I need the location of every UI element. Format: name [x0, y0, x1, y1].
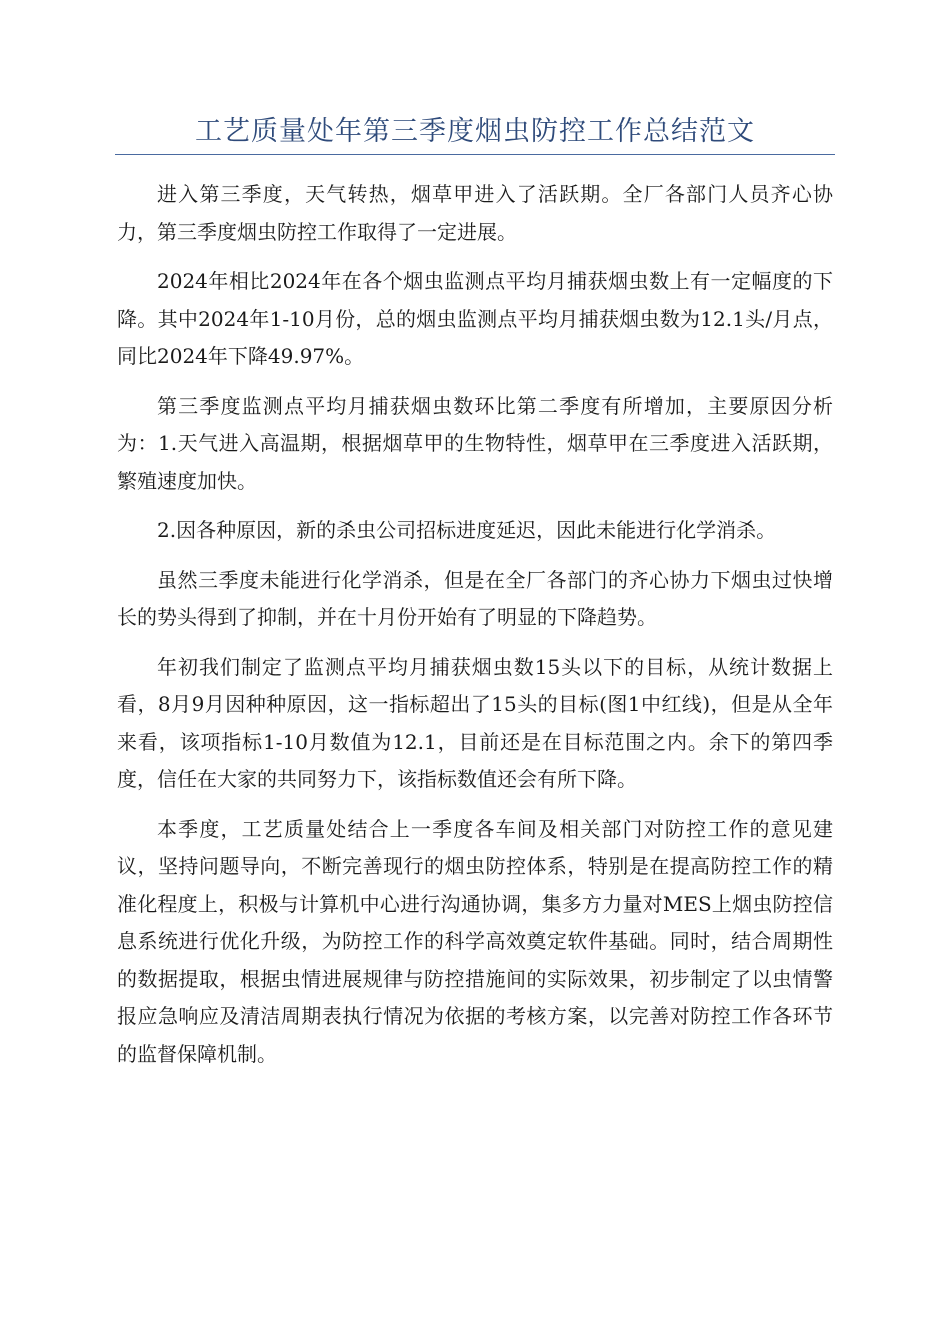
- paragraph-6: 年初我们制定了监测点平均月捕获烟虫数15头以下的目标，从统计数据上看，8月9月因种种原因，这一指标超出了15头的目标(图1中红线)，但是从全年来看，该项指标1-10月数值为12.1，目前还是在目标范围之内。余下的第四季度，信任在大家的共同努力下，该指标数值还会有所下降。: [117, 654, 833, 791]
- paragraph-2: 2024年相比2024年在各个烟虫监测点平均月捕获烟虫数上有一定幅度的下降。其中2024年1-10月份，总的烟虫监测点平均月捕获烟虫数为12.1头/月点，同比2024年下降49.97%。: [117, 269, 833, 368]
- paragraph-7: 本季度，工艺质量处结合上一季度各车间及相关部门对防控工作的意见建议，坚持问题导向，不断完善现行的烟虫防控体系，特别是在提高防控工作的精准化程度上，积极与计算机中心进行沟通协调，集多方力量对MES上烟虫防控信息系统进行优化升级，为防控工作的科学高效奠定软件基础。同时，结合周期性的数据提取，根据虫情进展规律与防控措施间的实际效果，初步制定了以虫情警报应急响应及清洁周期表执行情况为依据的考核方案，以完善对防控工作各环节的监督保障机制。: [117, 816, 833, 1066]
- document-body: [117, 176, 833, 1085]
- title-underline: [115, 154, 835, 155]
- paragraph-3: 第三季度监测点平均月捕获烟虫数环比第二季度有所增加，主要原因分析为：1.天气进入高温期，根据烟草甲的生物特性，烟草甲在三季度进入活跃期，繁殖速度加快。: [117, 393, 833, 493]
- paragraph-4: 2.因各种原因，新的杀虫公司招标进度延迟，因此未能进行化学消杀。: [157, 518, 777, 542]
- document-title: 工艺质量处年第三季度烟虫防控工作总结范文: [195, 116, 755, 147]
- paragraph-5: 虽然三季度未能进行化学消杀，但是在全厂各部门的齐心协力下烟虫过快增长的势头得到了抑制，并在十月份开始有了明显的下降趋势。: [117, 567, 833, 629]
- paragraph-1: 进入第三季度，天气转热，烟草甲进入了活跃期。全厂各部门人员齐心协力，第三季度烟虫防控工作取得了一定进展。: [117, 182, 833, 244]
